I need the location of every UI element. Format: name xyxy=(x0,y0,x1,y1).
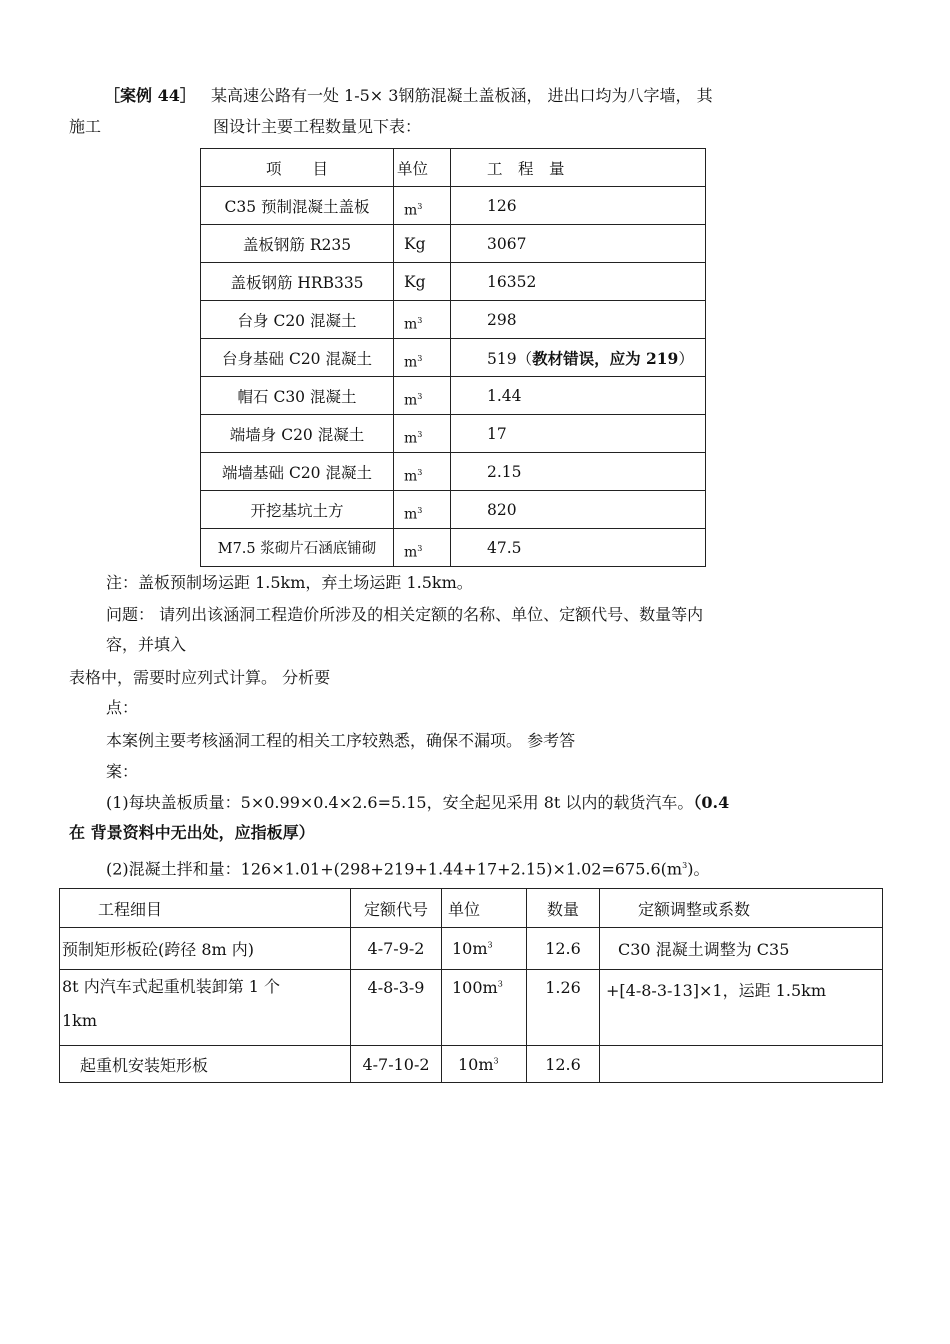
table-row: 盖板钢筋 HRB335 Kg 16352 xyxy=(201,263,706,301)
case-tag: ［案例 44］ xyxy=(104,86,196,105)
table-row: M7.5 浆砌片石涵底铺砌 $m^3$ 47.5 xyxy=(201,529,706,567)
note-text: 注：盖板预制场运距 1.5km，弃土场运距 1.5km。 xyxy=(106,573,473,592)
table-row: 8t 内汽车式起重机装卸第 1 个 1km 4-8-3-9 $100m^3$ 1.26 +[4-8-3-13]×1，运距 1.5km xyxy=(60,970,883,1046)
header-unit: 单位 xyxy=(442,889,527,928)
table-row: 端墙身 C20 混凝土 $m^3$ 17 xyxy=(201,415,706,453)
calc-line2: (2)混凝土拌和量：$126\times 1.01+(298+219+1.44+17+2.15)\times 1.02=675.6(m^3)$。 xyxy=(106,859,710,879)
question-line1: 问题： 请列出该涵洞工程造价所涉及的相关定额的名称、单位、定额代号、数量等内 xyxy=(106,605,704,624)
case-intro-line2-left: 施工 xyxy=(69,117,102,136)
header-quantity: 数量 xyxy=(527,889,600,928)
answer-line2: 案： xyxy=(106,762,139,781)
correction-note: 教材错误，应为 219 xyxy=(532,348,679,368)
header-item: 项 目 xyxy=(201,149,394,187)
header-work-item: 工程细目 xyxy=(60,889,351,928)
table-row: 预制矩形板砼(跨径 8m 内) 4-7-9-2 $10m^3$ 12.6 C30 混凝土调整为 C35 xyxy=(60,928,883,970)
header-quantity: 工 程 量 xyxy=(451,149,706,187)
table-header-row xyxy=(60,889,883,928)
header-unit: 单位 xyxy=(394,149,451,187)
table-row: 开挖基坑土方 $m^3$ 820 xyxy=(201,491,706,529)
table-row: C35 预制混凝土盖板 $m^3$ 126 xyxy=(201,187,706,225)
table-row: 台身基础 C20 混凝土 $m^3$ 519（教材错误，应为 219） xyxy=(201,339,706,377)
table-row: 台身 C20 混凝土 $m^3$ 298 xyxy=(201,301,706,339)
case-intro-line2-right: 图设计主要工程数量见下表： xyxy=(213,117,422,136)
calc-note-bold: （0.4 xyxy=(693,793,730,812)
question-line3: 表格中，需要时应列式计算。 分析要 xyxy=(69,668,331,687)
table-row: 起重机安装矩形板 4-7-10-2 $10m^3$ 12.6 xyxy=(60,1046,883,1083)
header-adjustment: 定额调整或系数 xyxy=(600,889,883,928)
calc-line1-continued: 在 背景资料中无出处，应指板厚） xyxy=(69,823,315,842)
table-header-row xyxy=(201,149,706,187)
analysis-tail: 点： xyxy=(106,698,139,717)
question-line2: 容，并填入 xyxy=(106,635,187,654)
quota-table xyxy=(59,888,883,1083)
quantity-with-correction: 519（教材错误，应为 219） xyxy=(451,339,706,377)
quantities-table xyxy=(200,148,706,567)
table-row: 帽石 C30 混凝土 $m^3$ 1.44 xyxy=(201,377,706,415)
header-quota-code: 定额代号 xyxy=(351,889,442,928)
calc-line1: (1)每块盖板质量：5×0.99×0.4×2.6=5.15，安全起见采用 8t 以内的载货汽车。（0.4 xyxy=(106,793,730,812)
table-row: 盖板钢筋 R235 Kg 3067 xyxy=(201,225,706,263)
answer-line1: 本案例主要考核涵洞工程的相关工序较熟悉，确保不漏项。 参考答 xyxy=(106,731,576,750)
case-intro-line1: ［案例 44］ 某高速公路有一处 1-5× 3钢筋混凝土盖板涵， 进出口均为八字墙， 其 xyxy=(104,86,713,105)
table-row: 端墙基础 C20 混凝土 $m^3$ 2.15 xyxy=(201,453,706,491)
